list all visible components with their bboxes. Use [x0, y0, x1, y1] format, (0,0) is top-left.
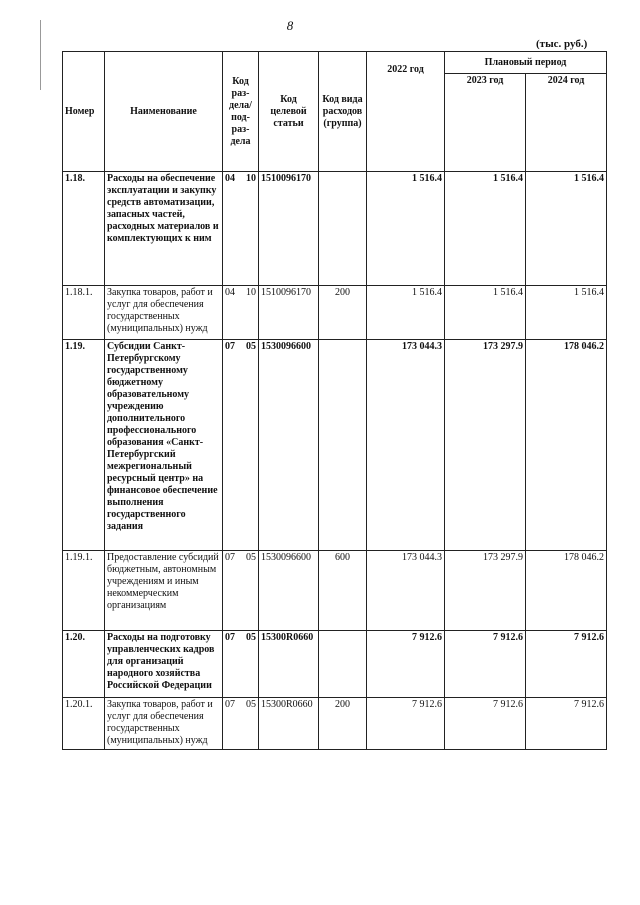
row-2024: 7 912.6 — [526, 631, 607, 698]
row-name: Предоставление субсидий бюджетным, автономным учреждениям и иным некоммерческим организациям — [105, 551, 223, 631]
row-section — [223, 551, 259, 631]
header-section: Код раз-дела/ под-раз-дела — [223, 52, 259, 172]
row-section — [223, 172, 259, 286]
row-number: 1.19.1. — [63, 551, 105, 631]
header-name: Наименование — [105, 52, 223, 172]
table-body — [63, 172, 607, 750]
row-name: Расходы на обеспечение эксплуатации и закупку средств автоматизации, запасных частей, расходных материалов и комплектующих к ним — [105, 172, 223, 286]
table-row — [63, 340, 607, 551]
header-planned-period: Плановый период — [445, 52, 607, 74]
table-row — [63, 286, 607, 340]
row-section — [223, 631, 259, 698]
row-subsection-code: 10 — [246, 287, 256, 298]
row-target: 15300R0660 — [259, 698, 319, 750]
row-number: 1.18. — [63, 172, 105, 286]
header-expense-type: Код вида расходов (группа) — [319, 52, 367, 172]
row-2022: 173 044.3 — [367, 340, 445, 551]
table-row — [63, 172, 607, 286]
row-target: 1530096600 — [259, 551, 319, 631]
row-2022: 7 912.6 — [367, 698, 445, 750]
row-subsection-code: 05 — [246, 341, 256, 352]
row-2024: 178 046.2 — [526, 340, 607, 551]
row-2024: 7 912.6 — [526, 698, 607, 750]
row-expense-type — [319, 631, 367, 698]
row-name: Субсидии Санкт-Петербургскому государственному бюджетному образовательному учреждению дополнительного профессионального образования «Санкт-Петербургский межрегиональный ресурсный центр» на финансовое обеспечение выполнения государственного задания — [105, 340, 223, 551]
row-number: 1.20.1. — [63, 698, 105, 750]
row-section — [223, 340, 259, 551]
row-expense-type: 600 — [319, 551, 367, 631]
row-expense-type: 200 — [319, 698, 367, 750]
row-target: 1510096170 — [259, 172, 319, 286]
row-section-code: 04 — [225, 287, 235, 298]
row-target: 1530096600 — [259, 340, 319, 551]
row-2023: 1 516.4 — [445, 172, 526, 286]
row-section-code: 07 — [225, 552, 235, 563]
row-name: Расходы на подготовку управленческих кадров для организаций народного хозяйства Российской Федерации — [105, 631, 223, 698]
budget-table — [62, 51, 607, 750]
row-expense-type: 200 — [319, 286, 367, 340]
row-2024: 178 046.2 — [526, 551, 607, 631]
header-2024: 2024 год — [526, 74, 607, 172]
table-row — [63, 551, 607, 631]
row-target: 1510096170 — [259, 286, 319, 340]
row-number: 1.18.1. — [63, 286, 105, 340]
table-header — [63, 52, 607, 172]
row-section-code: 07 — [225, 699, 235, 710]
row-subsection-code: 10 — [246, 173, 256, 184]
row-expense-type — [319, 172, 367, 286]
table-row — [63, 698, 607, 750]
row-2023: 1 516.4 — [445, 286, 526, 340]
units-note: (тыс. руб.) — [536, 38, 588, 50]
row-2024: 1 516.4 — [526, 172, 607, 286]
row-2022: 1 516.4 — [367, 286, 445, 340]
header-2023: 2023 год — [445, 74, 526, 172]
row-name: Закупка товаров, работ и услуг для обеспечения государственных (муниципальных) нужд — [105, 698, 223, 750]
row-2023: 7 912.6 — [445, 698, 526, 750]
row-subsection-code: 05 — [246, 632, 256, 643]
row-number: 1.20. — [63, 631, 105, 698]
header-target: Код целевой статьи — [259, 52, 319, 172]
row-2023: 7 912.6 — [445, 631, 526, 698]
margin-mark — [40, 20, 41, 90]
row-section — [223, 698, 259, 750]
table-row — [63, 631, 607, 698]
row-subsection-code: 05 — [246, 699, 256, 710]
row-section-code: 07 — [225, 341, 235, 352]
header-number: Номер — [63, 52, 105, 172]
row-2023: 173 297.9 — [445, 551, 526, 631]
row-section-code: 07 — [225, 632, 235, 643]
page-number: 8 — [286, 18, 294, 33]
header-2022: 2022 год — [367, 52, 445, 172]
row-2022: 1 516.4 — [367, 172, 445, 286]
row-section — [223, 286, 259, 340]
row-2024: 1 516.4 — [526, 286, 607, 340]
row-2023: 173 297.9 — [445, 340, 526, 551]
row-section-code: 04 — [225, 173, 235, 184]
row-expense-type — [319, 340, 367, 551]
row-name: Закупка товаров, работ и услуг для обеспечения государственных (муниципальных) нужд — [105, 286, 223, 340]
row-target: 15300R0660 — [259, 631, 319, 698]
row-subsection-code: 05 — [246, 552, 256, 563]
row-number: 1.19. — [63, 340, 105, 551]
row-2022: 7 912.6 — [367, 631, 445, 698]
row-2022: 173 044.3 — [367, 551, 445, 631]
